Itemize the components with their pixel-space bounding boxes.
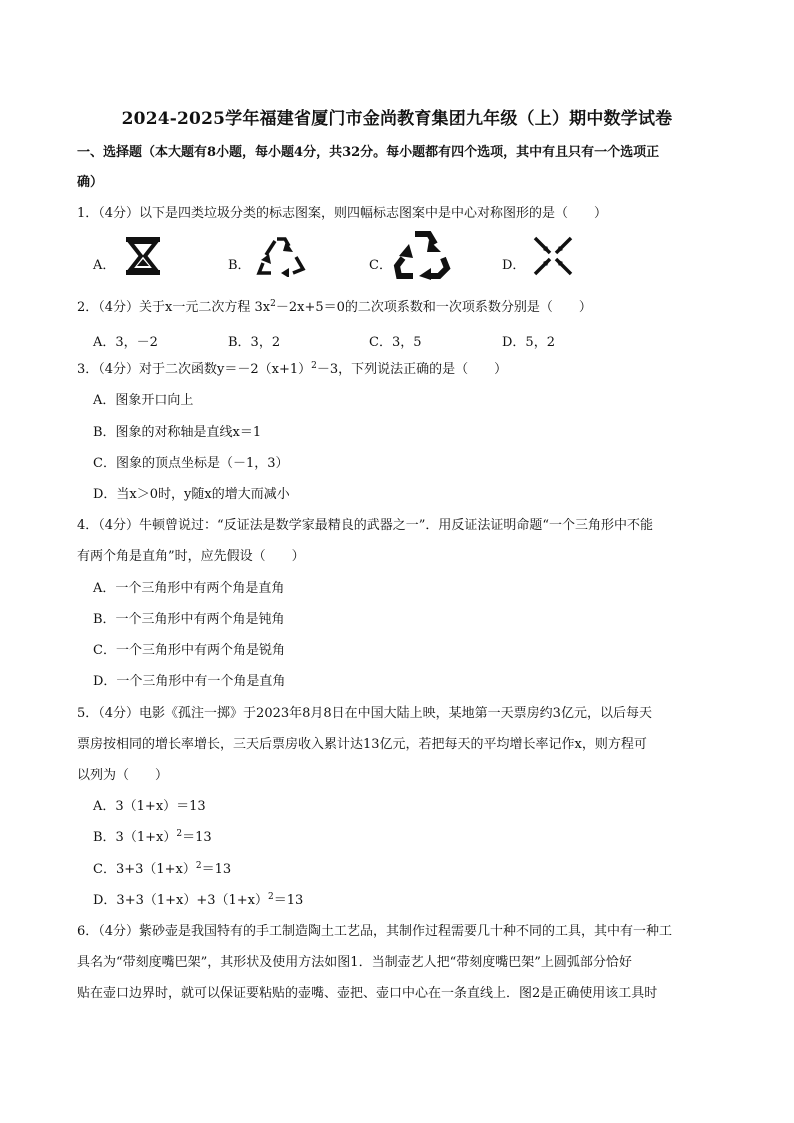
- option-d-label: D．: [502, 258, 526, 273]
- section-heading-line2: 确）: [77, 175, 104, 190]
- option-a: A．3，－2: [93, 335, 158, 350]
- question-5-stem-line3: 以列为（ ）: [77, 768, 169, 783]
- question-3-option-d: D．当x＞0时，y随x的增大而减小: [93, 487, 290, 502]
- question-3-option-b: B．图象的对称轴是直线x＝1: [93, 425, 262, 440]
- question-6-stem-line1: 6．（4分）紫砂壶是我国特有的手工制造陶土工艺品，其制作过程需要几十种不同的工具，其中有一种工: [77, 924, 673, 939]
- question-6-stem-line2: 具名为“带刻度嘴巴架”，其形状及使用方法如图1．当制壶艺人把“带刻度嘴巴架”上圆弧部分恰好: [77, 955, 632, 970]
- option-c: C．3，5: [369, 335, 422, 350]
- hourglass-icon: [123, 235, 163, 277]
- recycle-triangle-bold-icon: [393, 230, 451, 280]
- question-1-stem: 1．（4分）以下是四类垃圾分类的标志图案，则四幅标志图案中是中心对称图形的是（ ）: [77, 206, 608, 221]
- question-5-option-a: A．3（1+x）＝13: [93, 799, 206, 814]
- question-5-stem-line2: 票房按相同的增长率增长，三天后票房收入累计达13亿元，若把每天的平均增长率记作x，则方程可: [77, 737, 647, 752]
- question-3-stem: 3．（4分）对于二次函数$y=-2(x+1)^2-3$，下列说法正确的是（ ）: [77, 361, 508, 377]
- question-3-option-c: C．图象的顶点坐标是（－1，3）: [93, 456, 289, 471]
- question-4-stem-line2: 有两个角是直角”时，应先假设（ ）: [77, 549, 305, 564]
- section-heading-line1: 一、选择题（本大题有8小题，每小题4分，共32分。每小题都有四个选项，其中有且只有一个选项正: [77, 145, 660, 160]
- question-5-stem-line1: 5．（4分）电影《孤注一掷》于2023年8月8日在中国大陆上映，某地第一天票房约3亿元，以后每天: [77, 706, 652, 721]
- question-4-option-c: C．一个三角形中有两个角是锐角: [93, 643, 285, 658]
- option-a-label: A．: [93, 258, 116, 273]
- question-3-option-a: A．图象开口向上: [93, 393, 194, 408]
- question-5-option-d: D．$3+3(1+x)+3(1+x)^2=13$: [93, 892, 304, 908]
- question-6-stem-line3: 贴在壶口边界时，就可以保证要粘贴的壶嘴、壶把、壶口中心在一条直线上．图2是正确使用该工具时: [77, 986, 658, 1001]
- question-4-stem-line1: 4．（4分）牛顿曾说过：“反证法是数学家最精良的武器之一”．用反证法证明命题“一个三角形中不能: [77, 518, 653, 533]
- question-4-option-b: B．一个三角形中有两个角是钝角: [93, 612, 285, 627]
- question-4-option-a: A．一个三角形中有两个角是直角: [93, 581, 285, 596]
- option-c-label: C．: [369, 258, 392, 273]
- recycle-triangle-icon: [253, 235, 311, 277]
- page-title: 2024-2025学年福建省厦门市金尚教育集团九年级（上）期中数学试卷: [121, 109, 673, 129]
- question-4-option-d: D．一个三角形中有一个角是直角: [93, 674, 286, 689]
- option-d: D．5，2: [502, 335, 555, 350]
- question-5-option-c: C．$3+3(1+x)^2=13$: [93, 861, 232, 877]
- question-5-option-b: B．$3(1+x)^2=13$: [93, 829, 212, 845]
- question-2-stem: 2．（4分）关于x一元二次方程 $3x^2-2x+5=0$的二次项系数和一次项系数分别是（ ）: [77, 299, 592, 315]
- option-b-label: B．: [228, 258, 251, 273]
- option-b: B．3，2: [228, 335, 281, 350]
- inward-arrows-icon: [533, 236, 573, 276]
